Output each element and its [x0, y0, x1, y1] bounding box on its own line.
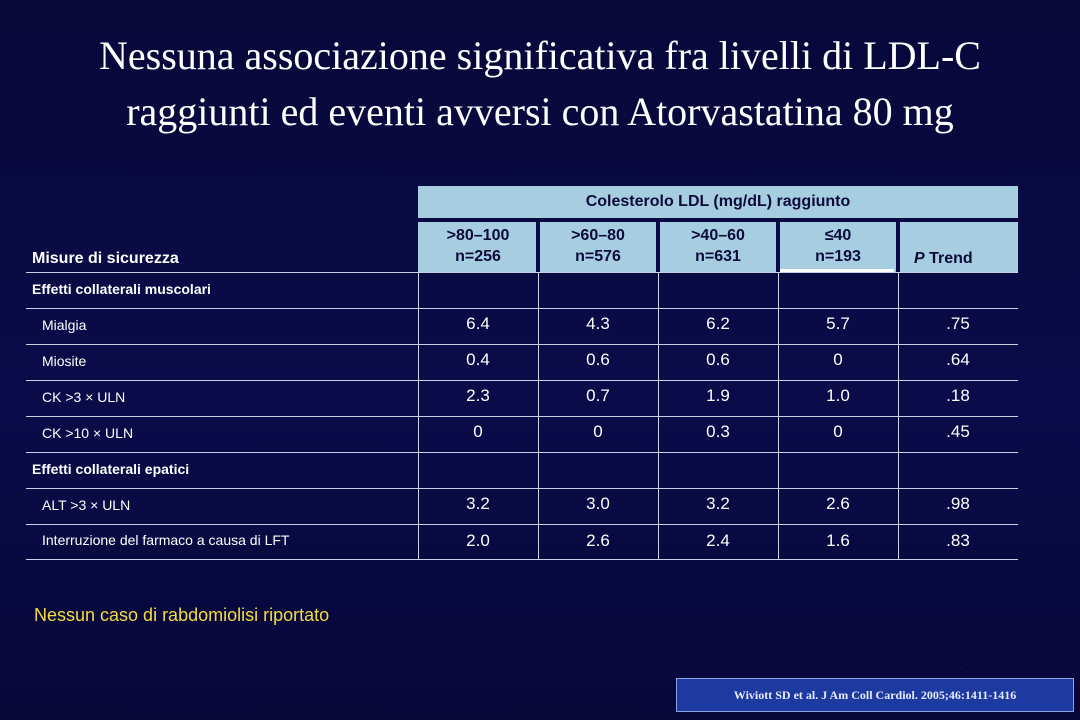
column-header-3-n: n=631	[695, 248, 741, 265]
row-divider	[26, 380, 1018, 381]
row-divider	[26, 272, 1018, 273]
row-divider	[26, 559, 1018, 560]
table-cell: 3.2	[466, 494, 490, 513]
safety-table	[26, 186, 1018, 560]
row-label-ck10: CK >10 × ULN	[42, 425, 134, 441]
table-cell: 2.0	[466, 531, 490, 550]
column-header-3	[658, 222, 778, 272]
title-line-1: Nessuna associazione significativa fra livelli di LDL-C	[99, 33, 981, 78]
column-header-1-range: >80–100	[446, 227, 510, 244]
table-cell: 0	[593, 422, 603, 441]
column-divider	[898, 272, 899, 559]
row-divider	[26, 524, 1018, 525]
row-label-miosite: Miosite	[42, 353, 87, 369]
table-cell: 2.6	[586, 531, 610, 550]
column-divider	[778, 272, 779, 559]
reference-box: Wiviott SD et al. J Am Coll Cardiol. 2005;46:1411-1416	[676, 678, 1074, 712]
row-label-mialgia: Mialgia	[42, 317, 87, 333]
column-divider	[538, 272, 539, 559]
row-divider	[26, 452, 1018, 453]
table-cell-ptrend: .75	[946, 314, 970, 333]
table-cell-ptrend: .83	[946, 531, 970, 550]
table-cell: 2.3	[466, 386, 490, 405]
table-cell: 3.2	[706, 494, 730, 513]
column-header-4-n: n=193	[815, 248, 861, 265]
row-label-ck3: CK >3 × ULN	[42, 389, 126, 405]
table-cell: 0.6	[586, 350, 610, 369]
column-header-2-range: >60–80	[571, 227, 625, 244]
table-cell: 1.9	[706, 386, 730, 405]
ptrend-header	[914, 250, 973, 268]
footnote: Nessun caso di rabdomiolisi riportato	[34, 605, 330, 625]
column-header-1-n: n=256	[455, 248, 501, 265]
page-number-mark: ·	[960, 662, 964, 673]
row-label-alt: ALT >3 × ULN	[42, 497, 131, 513]
table-cell: 0.4	[466, 350, 490, 369]
ptrend-p: P	[914, 250, 925, 267]
ptrend-trend: Trend	[924, 250, 973, 267]
header-separator	[776, 222, 780, 272]
slide-title	[0, 28, 1080, 140]
table-cell: 4.3	[586, 314, 610, 333]
row-divider	[26, 344, 1018, 345]
table-cell-ptrend: .45	[946, 422, 970, 441]
row-divider	[26, 308, 1018, 309]
table-cell-ptrend: .18	[946, 386, 970, 405]
header-separator	[896, 222, 900, 272]
table-cell: 1.6	[826, 531, 850, 550]
column-header-4-range: ≤40	[824, 227, 852, 244]
section-label-muscular: Effetti collaterali muscolari	[32, 281, 211, 297]
table-cell: 6.2	[706, 314, 730, 333]
row-divider	[26, 416, 1018, 417]
table-cell: 0.3	[706, 422, 730, 441]
table-cell-ptrend: .64	[946, 350, 970, 369]
column-header-3-range: >40–60	[691, 227, 745, 244]
label-column-header: Misure di sicurezza	[32, 250, 179, 267]
title-line-2: raggiunti ed eventi avversi con Atorvastatina 80 mg	[126, 89, 954, 134]
table-cell: 6.4	[466, 314, 490, 333]
table-cell: 3.0	[586, 494, 610, 513]
group-header: Colesterolo LDL (mg/dL) raggiunto	[585, 193, 851, 210]
table-cell: 1.0	[826, 386, 850, 405]
table-cell: 5.7	[826, 314, 850, 333]
column-header-2-n: n=576	[575, 248, 621, 265]
table-cell: 0	[473, 422, 483, 441]
table-cell: 2.6	[826, 494, 850, 513]
column-header-4	[778, 222, 898, 272]
header-separator	[656, 222, 660, 272]
table-cell: 0	[833, 350, 843, 369]
column-divider	[658, 272, 659, 559]
table-cell: 0.7	[586, 386, 610, 405]
table-cell: 2.4	[706, 531, 730, 550]
row-label-lft: Interruzione del farmaco a causa di LFT	[42, 532, 290, 548]
row-divider	[26, 488, 1018, 489]
table-cell: 0.6	[706, 350, 730, 369]
column-header-1	[418, 222, 538, 272]
column-header-2	[538, 222, 658, 272]
header-separator	[536, 222, 540, 272]
section-label-hepatic: Effetti collaterali epatici	[32, 461, 190, 477]
table-cell: 0	[833, 422, 843, 441]
column-divider	[418, 272, 419, 559]
table-cell-ptrend: .98	[946, 494, 970, 513]
